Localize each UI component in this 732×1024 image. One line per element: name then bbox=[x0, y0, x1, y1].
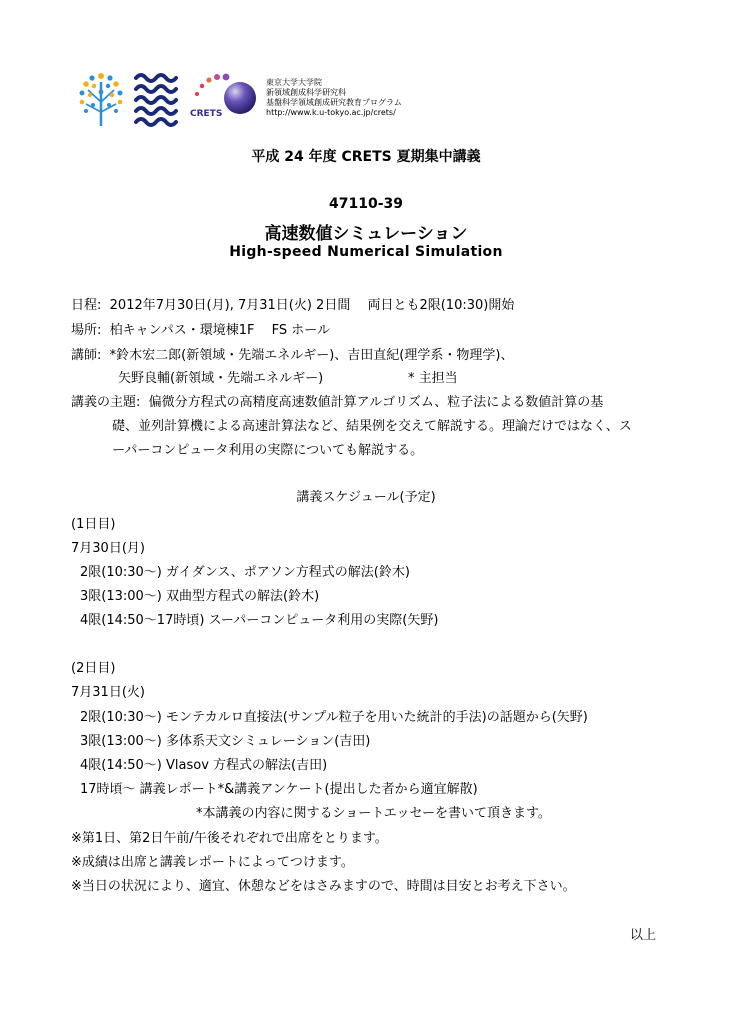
day1-item-3: 4限(14:50～17時頃) スーパーコンピュータ利用の実際(矢野) bbox=[80, 613, 439, 628]
crets-sphere-logo bbox=[195, 74, 256, 114]
theme-label: 講義の主題: bbox=[71, 395, 141, 410]
note-2: ※成績は出席と講義レポートによってつけます。 bbox=[71, 855, 354, 870]
theme-line-3: ーパーコンピュータ利用の実際についても解説する。 bbox=[112, 443, 424, 458]
date-label: 日程: bbox=[71, 298, 102, 313]
note-1: ※第1日、第2日午前/午後それぞれで出席をとります。 bbox=[71, 831, 388, 846]
theme-line-2: 礎、並列計算機による高速計算法など、結果例を交えて解説する。理論だけではなく、ス bbox=[112, 419, 632, 434]
org-url[interactable]: http://www.k.u-tokyo.ac.jp/crets/ bbox=[266, 108, 396, 117]
course-title-ja: 高速数値シミュレーション bbox=[264, 224, 468, 244]
tree-logo bbox=[80, 73, 123, 126]
place-value: 柏キャンパス・環境棟1F FS ホール bbox=[109, 323, 331, 338]
course-code: 47110-39 bbox=[329, 196, 403, 212]
course-title-en: High-speed Numerical Simulation bbox=[229, 244, 503, 260]
place-label: 場所: bbox=[71, 323, 102, 338]
note-3: ※当日の状況により、適宜、休憩などをはさみますので、時間は目安とお考え下さい。 bbox=[71, 879, 576, 894]
org-line-2: 新領域創成科学研究科 bbox=[266, 88, 346, 97]
day2-item-4: 17時頃～ 講義レポート*&講義アンケート(提出した者から適宜解散) bbox=[80, 782, 478, 797]
wave-logo bbox=[136, 75, 176, 125]
day1-item-2: 3限(13:00～) 双曲型方程式の解法(鈴木) bbox=[80, 589, 320, 604]
crets-logos bbox=[78, 68, 258, 130]
day2-item-1: 2限(10:30～) モンテカルロ直接法(サンプル粒子を用いた統計的手法)の話題から(矢野) bbox=[80, 710, 588, 725]
lecturer-row bbox=[71, 344, 513, 363]
schedule-heading: 講義スケジュール(予定) bbox=[296, 490, 436, 505]
crets-logo-text: CRETS bbox=[190, 109, 223, 119]
day1-label: (1日目) bbox=[71, 517, 116, 532]
closing: 以上 bbox=[630, 928, 657, 943]
lecturer-note: * 主担当 bbox=[408, 371, 458, 386]
org-line-1: 東京大学大学院 bbox=[266, 78, 322, 87]
theme-row bbox=[71, 391, 603, 410]
day1-item-1: 2限(10:30～) ガイダンス、ポアソン方程式の解法(鈴木) bbox=[80, 565, 410, 580]
lecturer-line-1: *鈴木宏二郎(新領域・先端エネルギー)、吉田直紀(理学系・物理学)、 bbox=[109, 348, 514, 363]
day1-date: 7月30日(月) bbox=[71, 541, 145, 556]
lecturer-line-2: 矢野良輔(新領域・先端エネルギー) bbox=[118, 371, 324, 386]
date-value: 2012年7月30日(月), 7月31日(火) 2日間 両日とも2限(10:30)開始 bbox=[109, 298, 515, 313]
date-row bbox=[71, 294, 514, 313]
day2-item-2: 3限(13:00～) 多体系天文シミュレーション(吉田) bbox=[80, 734, 371, 749]
logo-group bbox=[78, 68, 258, 130]
theme-line-1: 偏微分方程式の高精度高速数値計算アルゴリズム、粒子法による数値計算の基 bbox=[148, 395, 604, 410]
report-note: *本講義の内容に関するショートエッセーを書いて頂きます。 bbox=[196, 806, 551, 821]
place-row bbox=[71, 319, 330, 338]
day2-date: 7月31日(火) bbox=[71, 685, 145, 700]
lecturer-label: 講師: bbox=[71, 348, 102, 363]
org-line-3: 基盤科学領域創成研究教育プログラム bbox=[266, 98, 402, 107]
day2-item-3: 4限(14:50～) Vlasov 方程式の解法(吉田) bbox=[80, 758, 328, 773]
day2-label: (2日目) bbox=[71, 661, 116, 676]
main-title: 平成 24 年度 CRETS 夏期集中講義 bbox=[251, 149, 481, 165]
